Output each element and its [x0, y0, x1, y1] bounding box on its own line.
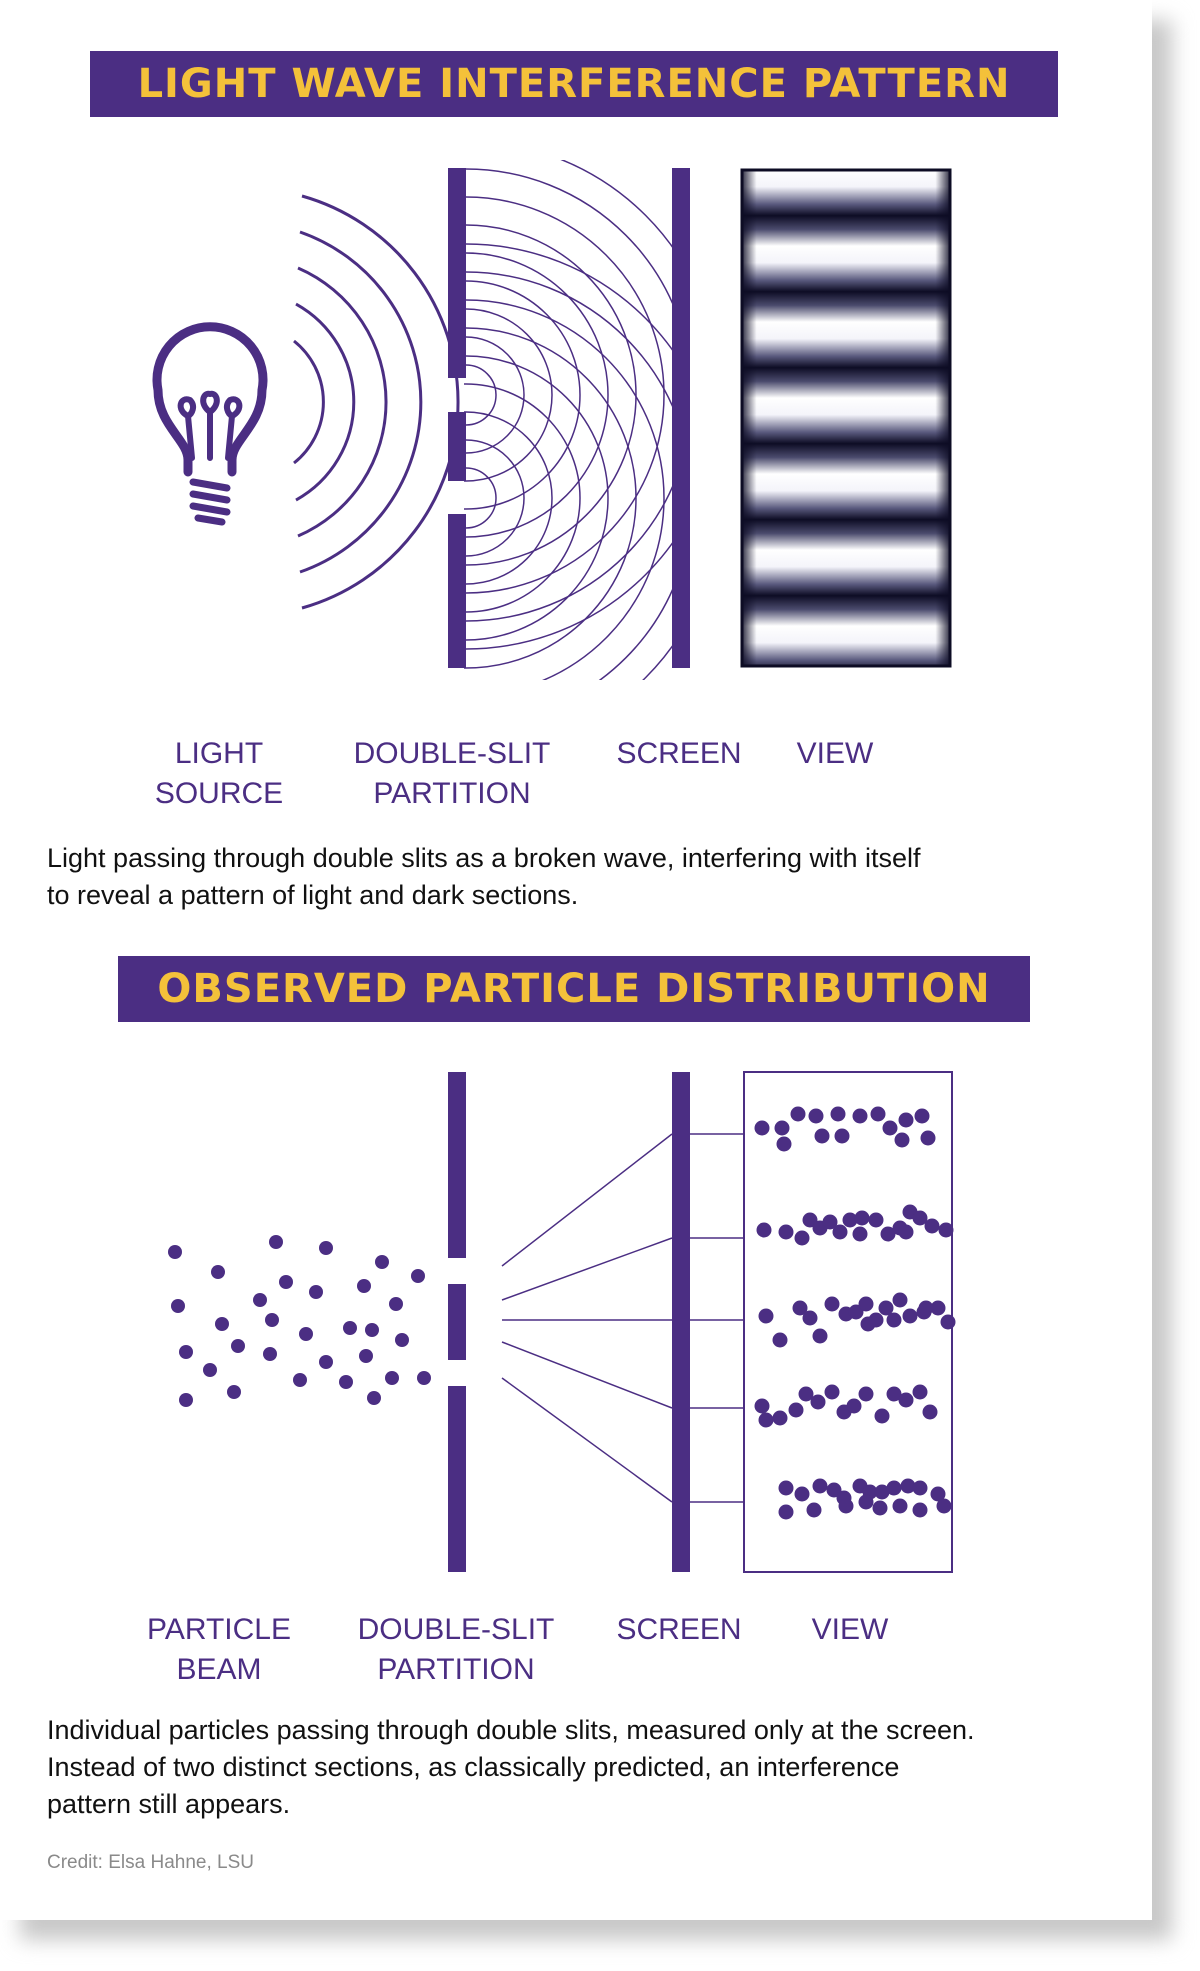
screen-hit-particle [887, 1481, 902, 1496]
screen-hit-particle [773, 1333, 788, 1348]
beam-particle [279, 1275, 293, 1289]
screen-hit-particle [779, 1505, 794, 1520]
screen-hit-particle [887, 1313, 902, 1328]
particle-partition-label-line2: PARTITION [377, 1653, 535, 1686]
wave-screen-label: SCREEN [616, 737, 742, 770]
particle-screen-bar [672, 1072, 690, 1572]
light-bulb-icon [157, 327, 263, 522]
beam-particle [179, 1345, 193, 1359]
screen-hit-particle [755, 1399, 770, 1414]
particle-screen-label: SCREEN [616, 1613, 742, 1646]
beam-particle [385, 1371, 399, 1385]
screen-hit-particle [811, 1395, 826, 1410]
beam-particle [227, 1385, 241, 1399]
wave-partition-label-line1: DOUBLE-SLIT [353, 737, 551, 770]
screen-hit-particle [833, 1225, 848, 1240]
screen-hit-particle [861, 1317, 876, 1332]
beam-particle [359, 1349, 373, 1363]
screen-hit-particle [855, 1211, 870, 1226]
light-source-label-line2: SOURCE [154, 777, 284, 810]
particle-caption-line3: pattern still appears. [47, 1789, 291, 1819]
screen-hit-particle [847, 1399, 862, 1414]
beam-particle [299, 1327, 313, 1341]
beam-particle [339, 1375, 353, 1389]
beam-particle [231, 1339, 245, 1353]
beam-particle [293, 1373, 307, 1387]
beam-particle [269, 1235, 283, 1249]
beam-particle [215, 1317, 229, 1331]
wave-caption-line2: to reveal a pattern of light and dark sections. [47, 880, 579, 910]
screen-hit-particle [813, 1479, 828, 1494]
credit-line: Credit: Elsa Hahne, LSU [47, 1852, 254, 1873]
particle-distribution-diagram [0, 1060, 1152, 1600]
screen-hit-particle [789, 1403, 804, 1418]
beam-particle [343, 1321, 357, 1335]
screen-hit-particle [875, 1409, 890, 1424]
particle-caption [47, 1712, 1137, 1823]
screen-hit-particle [815, 1129, 830, 1144]
screen-hit-particle [795, 1231, 810, 1246]
screen-bar [672, 168, 690, 668]
screen-hit-particle [859, 1495, 874, 1510]
light-source-label [130, 734, 308, 814]
particle-caption-line1: Individual particles passing through double slits, measured only at the screen. [47, 1715, 975, 1745]
beam-particle [417, 1371, 431, 1385]
screen-hit-particle [813, 1329, 828, 1344]
screen-hit-particle [859, 1387, 874, 1402]
wave-caption [47, 840, 1127, 914]
particle-beam-label [118, 1610, 320, 1690]
wave-section-title: LIGHT WAVE INTERFERENCE PATTERN [90, 51, 1058, 117]
screen-hit-particle [791, 1107, 806, 1122]
beam-particle [171, 1299, 185, 1313]
screen-hit-particle [859, 1297, 874, 1312]
screen-hit-particle [899, 1393, 914, 1408]
screen-hit-particle [915, 1109, 930, 1124]
beam-particle [367, 1391, 381, 1405]
wave-view-label: VIEW [796, 737, 874, 770]
screen-hit-particle [869, 1213, 884, 1228]
screen-hit-particle [871, 1107, 886, 1122]
particle-caption-line2: Instead of two distinct sections, as classically predicted, an interference [47, 1752, 900, 1782]
screen-hit-particle [831, 1107, 846, 1122]
screen-hit-particle [939, 1223, 954, 1238]
screen-hit-particle [803, 1311, 818, 1326]
screen-hit-particle [895, 1133, 910, 1148]
beam-particle [168, 1245, 182, 1259]
screen-hit-particle [893, 1293, 908, 1308]
screen-hit-particle [825, 1385, 840, 1400]
screen-hit-particle [809, 1109, 824, 1124]
screen-hit-particle [913, 1385, 928, 1400]
screen-hit-particle [903, 1309, 918, 1324]
beam-particle [365, 1323, 379, 1337]
screen-hit-particle [925, 1219, 940, 1234]
screen-hit-particle [795, 1487, 810, 1502]
screen-hit-particle [937, 1499, 952, 1514]
beam-particle [395, 1333, 409, 1347]
screen-hit-particle [779, 1481, 794, 1496]
particle-partition-label-line1: DOUBLE-SLIT [357, 1613, 555, 1646]
screen-hit-particle [913, 1503, 928, 1518]
particle-beam [168, 1235, 431, 1407]
wave-partition-label-line2: PARTITION [373, 777, 531, 810]
screen-hit-particle [779, 1225, 794, 1240]
particle-beam-label-line1: PARTICLE [147, 1613, 291, 1646]
beam-particle [319, 1241, 333, 1255]
screen-hit-particle [883, 1121, 898, 1136]
wave-interference-diagram [0, 150, 1152, 710]
interference-view [742, 170, 950, 666]
screen-hit-particle [759, 1309, 774, 1324]
beam-particle [253, 1293, 267, 1307]
beam-particle [309, 1285, 323, 1299]
screen-hit-particle [807, 1503, 822, 1518]
particle-view-label: VIEW [811, 1613, 889, 1646]
beam-particle [203, 1363, 217, 1377]
screen-hit-particle [873, 1501, 888, 1516]
screen-hit-particle [759, 1413, 774, 1428]
screen-hit-particle [757, 1223, 772, 1238]
light-waves [294, 196, 458, 608]
screen-hit-particle [853, 1109, 868, 1124]
particle-trajectories [502, 1134, 744, 1502]
beam-particle [389, 1297, 403, 1311]
screen-hit-particle [835, 1129, 850, 1144]
particle-beam-label-line2: BEAM [176, 1653, 262, 1686]
screen-hit-particle [893, 1499, 908, 1514]
screen-hit-particle [775, 1121, 790, 1136]
screen-hit-particle [923, 1405, 938, 1420]
screen-hit-particle [755, 1121, 770, 1136]
screen-hit-particle [853, 1227, 868, 1242]
screen-hit-particle [913, 1481, 928, 1496]
particle-section-title: OBSERVED PARTICLE DISTRIBUTION [118, 956, 1030, 1022]
beam-particle [411, 1269, 425, 1283]
beam-particle [263, 1347, 277, 1361]
screen-hit-particle [825, 1297, 840, 1312]
screen-hit-particle [899, 1225, 914, 1240]
screen-hit-particle [921, 1131, 936, 1146]
double-slit-partition [448, 168, 466, 668]
screen-hit-particle [839, 1499, 854, 1514]
screen-hit-particle [777, 1137, 792, 1152]
screen-hit-particle [773, 1411, 788, 1426]
particle-double-slit-partition [448, 1072, 466, 1572]
screen-hit-particle [919, 1301, 934, 1316]
beam-particle [375, 1255, 389, 1269]
beam-particle [265, 1313, 279, 1327]
beam-particle [211, 1265, 225, 1279]
light-source-label-line1: LIGHT [174, 737, 264, 770]
beam-particle [357, 1279, 371, 1293]
beam-particle [319, 1355, 333, 1369]
particle-partition-label [340, 1610, 572, 1690]
wave-partition-label [336, 734, 568, 814]
screen-hit-particle [941, 1315, 956, 1330]
screen-hit-particle [899, 1113, 914, 1128]
wave-caption-line1: Light passing through double slits as a broken wave, interfering with itself [47, 843, 921, 873]
beam-particle [179, 1393, 193, 1407]
